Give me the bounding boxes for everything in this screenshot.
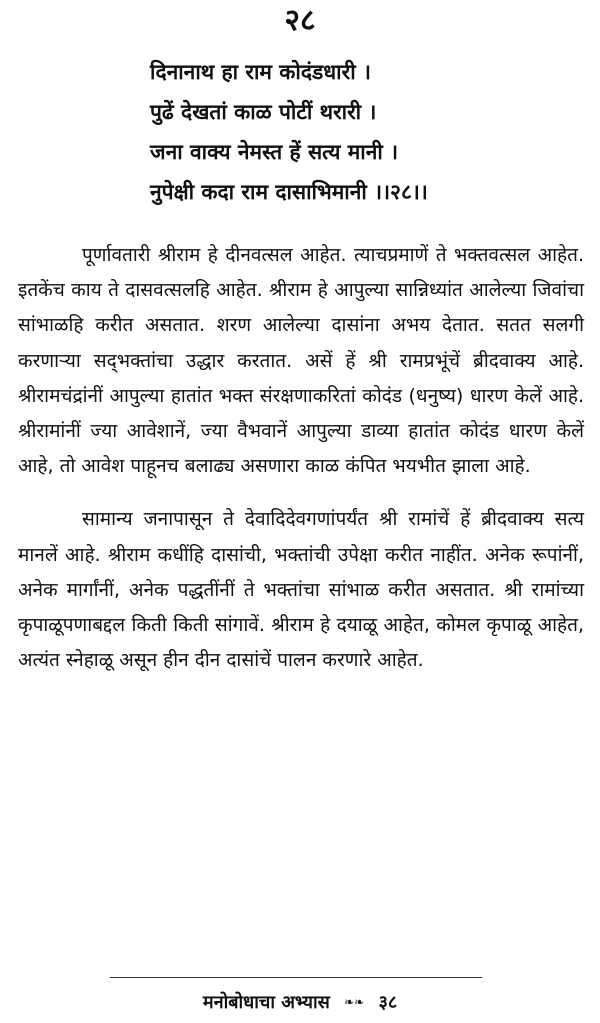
ornament-icon: ❧❧ <box>344 995 365 1009</box>
commentary <box>18 238 584 678</box>
commentary-paragraph: सामान्य जनापासून ते देवादिदेवगणांपर्यंत श्री रामांचें हें ब्रीदवाक्य सत्य मानलें आहे. श्रीराम कधींहि दासांची, भक्तांची उपेक्षा करीत नाहींत. अनेक रूपांनीं, अनेक मार्गांनीं, अनेक पद्धतींनीं ते भक्तांचा सांभाळ करीत असतात. श्री रामांच्या कृपाळूपणाबद्दल किती किती सांगावें. श्रीराम हे दयाळू आहेत, कोमल कृपाळू आहेत, अत्यंत स्नेहाळू असून हीन दीन दासांचें पालन करणारे आहेत. <box>18 508 584 672</box>
verse-line: दिनानाथ हा राम कोदंडधारी । <box>150 60 371 84</box>
verse-line: पुढें देखतां काळ पोटीं थरारी । <box>150 100 377 124</box>
commentary-paragraph: पूर्णावतारी श्रीराम हे दीनवत्सल आहेत. त्याचप्रमाणें ते भक्तवत्सल आहेत. इतकेंच काय ते दासवत्सलहि आहेत. श्रीराम हे आपुल्या सान्निध्यांत आलेल्या जिवांचा सांभाळहि करीत असतात. शरण आलेल्या दासांना अभय देतात. सतत सलगी करणाऱ्या सद्‌भक्तांचा उद्धार करतात. असें हें श्री रामप्रभूंचें ब्रीदवाक्य आहे. श्रीरामचंद्रांनीं आपुल्या हातांत भक्त संरक्षणाकरितां कोदंड (धनुष्य) धारण केलें आहे. श्रीरामांनीं ज्या आवेशानें, ज्या वैभवानें आपुल्या डाव्या हातांत कोदंड धारण केलें आहे, तो आवेश पाहूनच बलाढ्य असणारा काळ कंपित भयभीत झाला आहे. <box>18 244 584 478</box>
verse-number: २८ <box>284 3 316 38</box>
book-title: मनोबोधाचा अभ्यास <box>202 992 330 1013</box>
verse-line: जना वाक्य नेमस्त हें सत्य मानी । <box>150 140 399 164</box>
page-footer <box>0 988 600 1017</box>
verse-block <box>150 52 590 212</box>
footer-divider <box>110 977 482 978</box>
verse-line: नुपेक्षी कदा राम दासाभिमानी ।।२८।। <box>150 180 428 204</box>
page-number: ३८ <box>378 992 398 1013</box>
